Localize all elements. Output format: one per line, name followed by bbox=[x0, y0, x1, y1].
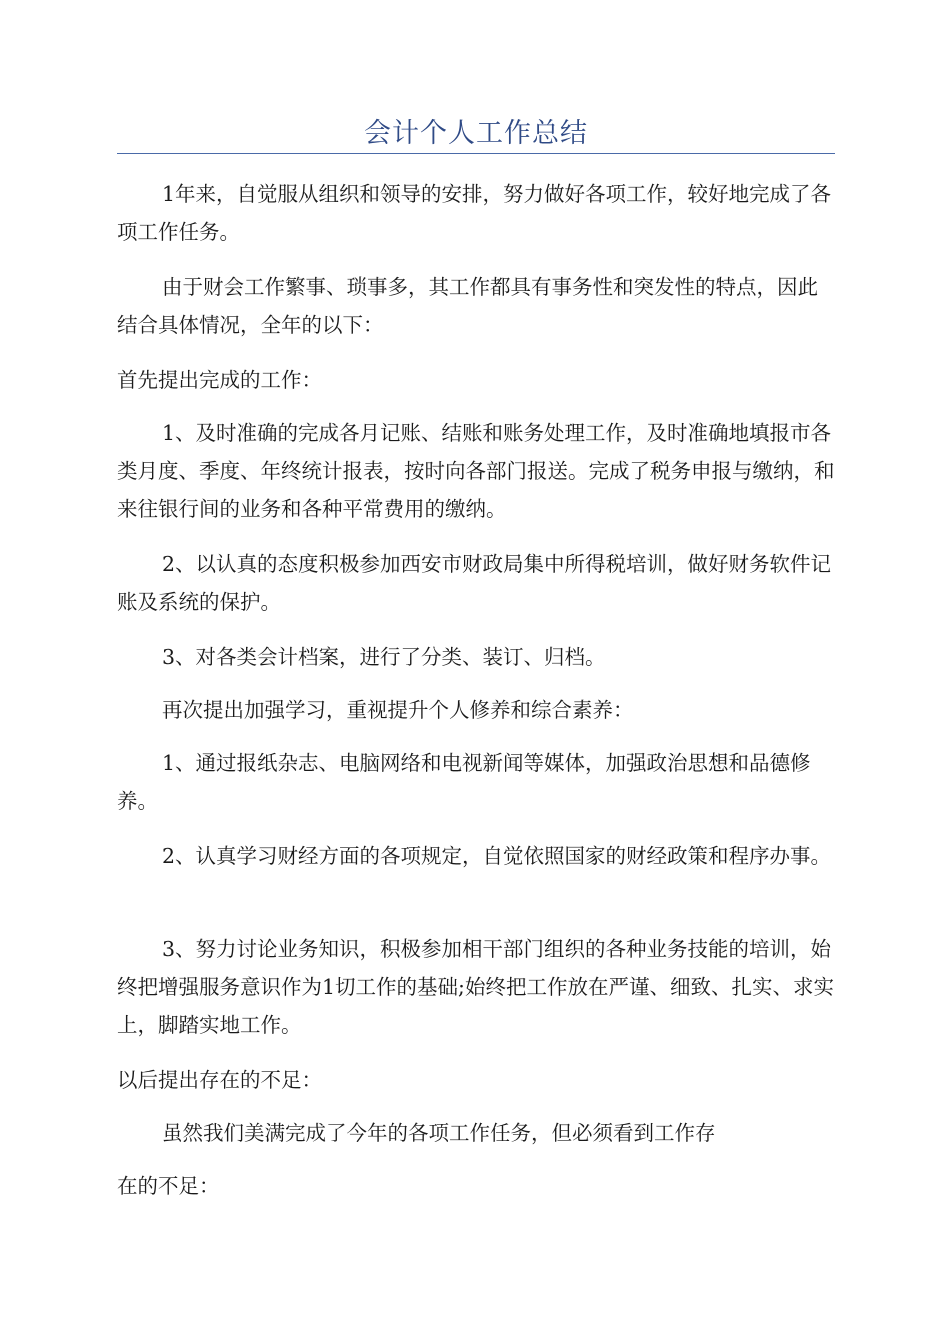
paragraph: 虽然我们美满完成了今年的各项工作任务，但必须看到工作存 bbox=[162, 1121, 716, 1145]
paragraph: 1年来，自觉服从组织和领导的安排，努力做好各项工作，较好地完成了各项工作任务。 bbox=[117, 182, 832, 244]
section-heading: 再次提出加强学习，重视提升个人修养和综合素养： bbox=[162, 698, 634, 722]
paragraph: 2、以认真的态度积极参加西安市财政局集中所得税培训，做好财务软件记账及系统的保护。 bbox=[117, 552, 832, 614]
paragraph: 2、认真学习财经方面的各项规定，自觉依照国家的财经政策和程序办事。 bbox=[162, 844, 832, 868]
paragraph: 3、努力讨论业务知识，积极参加相干部门组织的各种业务技能的培训，始终把增强服务意识作为1切工作的基础;始终把工作放在严谨、细致、扎实、求实上，脚踏实地工作。 bbox=[117, 937, 834, 1037]
paragraph: 在的不足： bbox=[117, 1174, 220, 1198]
paragraph: 由于财会工作繁事、琐事多，其工作都具有事务性和突发性的特点，因此结合具体情况，全年的以下： bbox=[117, 275, 818, 337]
paragraph: 3、对各类会计档案，进行了分类、装订、归档。 bbox=[162, 645, 606, 669]
document-page bbox=[117, 0, 835, 1344]
section-heading: 首先提出完成的工作： bbox=[117, 368, 322, 392]
document-title: 会计个人工作总结 bbox=[364, 118, 588, 149]
section-heading: 以后提出存在的不足： bbox=[117, 1068, 322, 1092]
paragraph: 1、及时准确的完成各月记账、结账和账务处理工作，及时准确地填报市各类月度、季度、年终统计报表，按时向各部门报送。完成了税务申报与缴纳，和来往银行间的业务和各种平常费用的缴纳。 bbox=[117, 421, 835, 521]
paragraph: 1、通过报纸杂志、电脑网络和电视新闻等媒体，加强政治思想和品德修养。 bbox=[117, 751, 811, 813]
title-underline bbox=[117, 153, 835, 154]
